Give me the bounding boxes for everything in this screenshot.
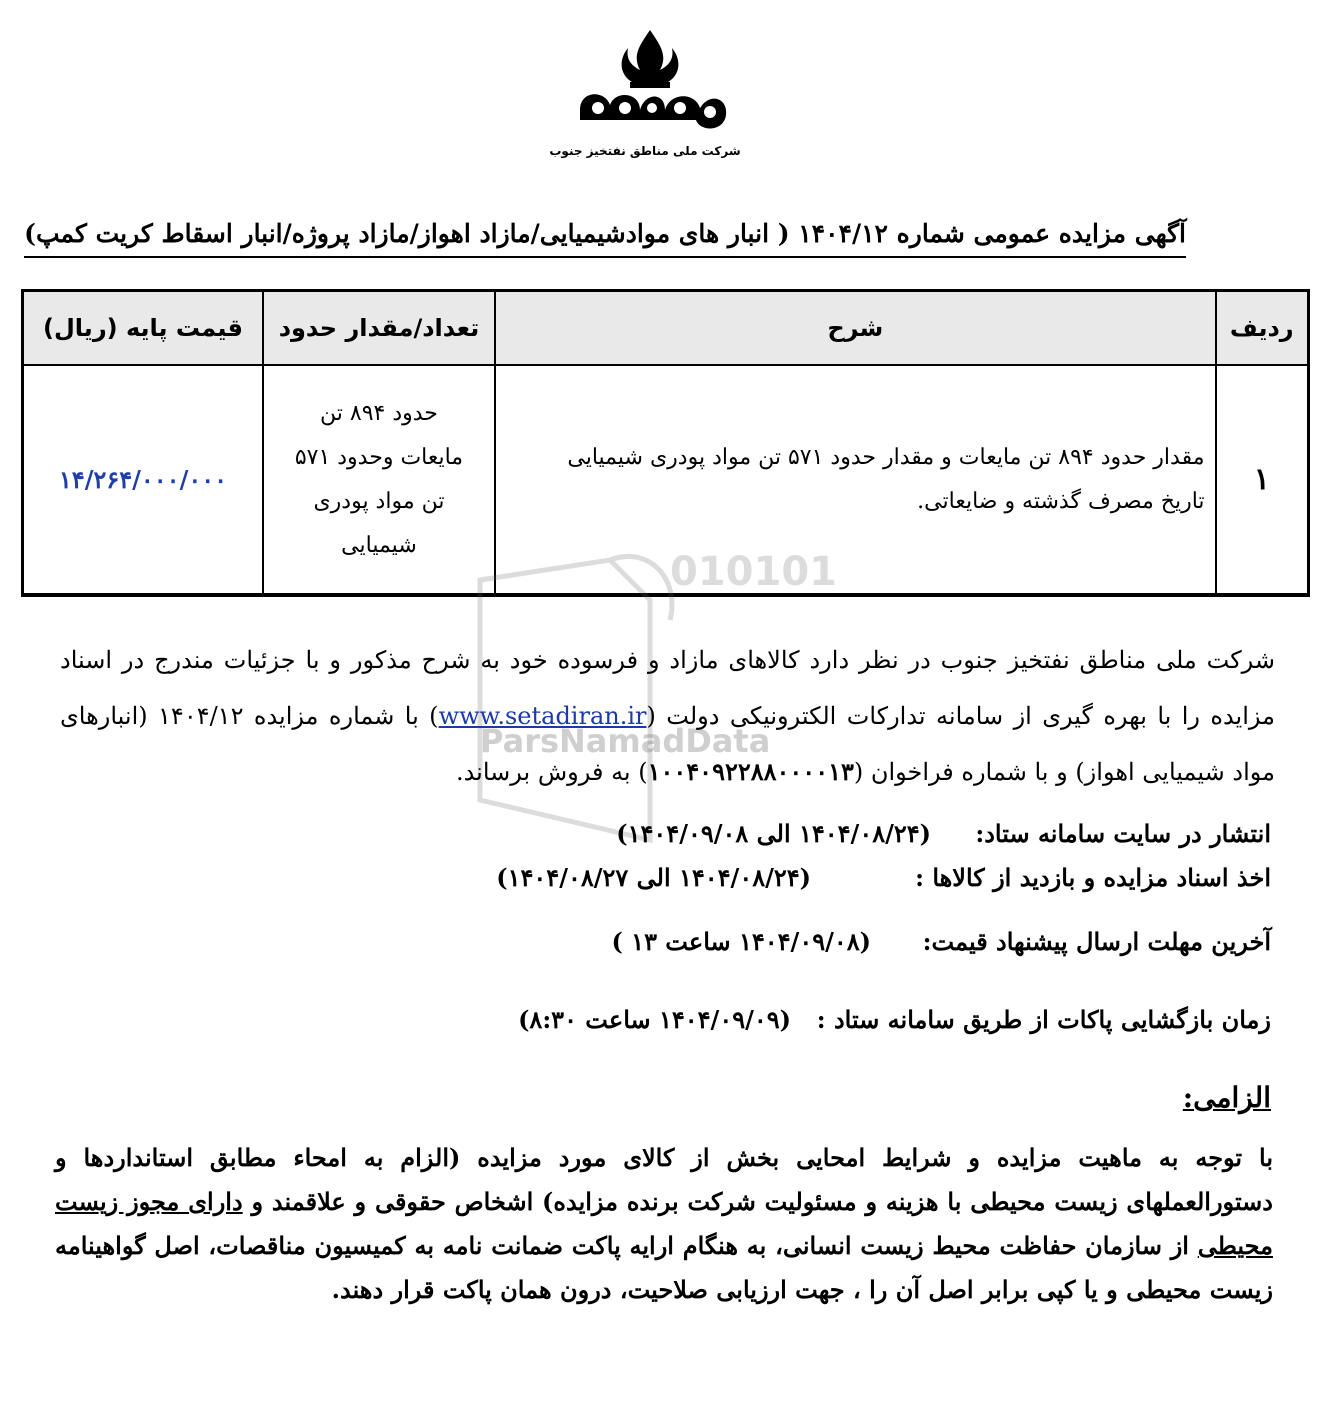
requirements-heading: الزامی:: [1182, 1081, 1271, 1114]
schedule-label: زمان بازگشایی پاکات از طریق سامانه ستاد :: [816, 1005, 1271, 1034]
requirements-text: از سازمان حفاظت محیط زیست انسانی، به هنگام ارایه پاکت ضمانت نامه به کمیسیون مناقصات، اصل گواهینامه زیست محیطی و یا کپی برابر اصل آن را ، جهت ارزیابی صلاحیت، درون همان پاکت قرار دهند.: [55, 1231, 1273, 1304]
schedule-opening: [481, 1002, 1271, 1038]
quantity-line: حدود ۸۹۴ تن: [320, 400, 438, 426]
quantity-line: تن مواد پودری: [313, 488, 445, 514]
schedule-label: آخرین مهلت ارسال پیشنهاد قیمت:: [922, 927, 1271, 956]
requirements-paragraph: [55, 1136, 1273, 1312]
intro-text: شرکت ملی مناطق نفتخیز جنوب در نظر دارد کالاهای مازاد و فرسوده خود به شرح مذکور و با جزئیات مندرج در اسناد مزایده را با بهره گیری از سامانه تدارکات الکترونیکی دولت (: [60, 646, 1276, 730]
setadiran-link[interactable]: www.setadiran.ir: [438, 702, 647, 730]
header-description: شرح: [495, 291, 1216, 366]
description-line: تاریخ مصرف گذشته و ضایعاتی.: [917, 488, 1205, 514]
schedule-value: (۱۴۰۴/۰۹/۰۸ ساعت ۱۳ ): [611, 927, 871, 956]
quantity-line: مایعات وحدود ۵۷۱: [294, 444, 464, 470]
quantity-line: شیمیایی: [341, 532, 417, 558]
header-quantity: تعداد/مقدار حدود: [263, 291, 495, 366]
intro-text: ) با شماره مزایده ۱۴۰۴/۱۲ (انبارهای مواد شیمیایی اهواز) و با شماره فراخوان (: [60, 702, 1275, 786]
schedule-label: انتشار در سایت سامانه ستاد:: [975, 819, 1271, 848]
watermark-brand: ParsNamadData: [480, 722, 771, 760]
description-line: مقدار حدود ۸۹۴ تن مایعات و مقدار حدود ۵۷۱ تن مواد پودری شیمیایی: [567, 444, 1205, 470]
intro-paragraph: [60, 632, 1275, 800]
schedule-label: اخذ اسناد مزایده و بازدید از کالاها :: [915, 863, 1271, 892]
notice-title: آگهی مزایده عمومی شماره ۱۴۰۴/۱۲ ( انبار های موادشیمیایی/مازاد اهواز/مازاد پروژه/انبار اسقاط کریت کمپ): [24, 216, 1186, 258]
environmental-permit: دارای مجوز زیست محیطی: [55, 1187, 1273, 1260]
company-subtitle: شرکت ملی مناطق نفتخیز جنوب: [549, 144, 741, 158]
schedule-value: (۱۴۰۴/۰۸/۲۴ الی ۱۴۰۴/۰۸/۲۷): [496, 863, 811, 892]
row-quantity: [263, 365, 495, 595]
requirements-text: با توجه به ماهیت مزایده و شرایط امحایی بخش از کالای مورد مزایده (الزام به امحاء مطابق استانداردها و دستورالعملهای زیست محیطی با هزینه و مسئولیت شرکت برنده مزایده) اشخاص حقوقی و علاقمند و: [55, 1143, 1273, 1216]
row-number: ۱: [1216, 365, 1309, 595]
header-base-price: قیمت پایه (ریال): [23, 291, 263, 366]
schedule-documents: [421, 860, 1271, 896]
schedule-value: (۱۴۰۴/۰۸/۲۴ الی ۱۴۰۴/۰۹/۰۸): [616, 819, 931, 848]
schedule-deadline: [481, 924, 1271, 960]
header-row-number: ردیف: [1216, 291, 1309, 366]
intro-text: ) به فروش برساند.: [455, 758, 648, 786]
watermark-digits: 010101: [670, 549, 837, 595]
row-base-price: ۱۴/۲۶۴/۰۰۰/۰۰۰: [23, 365, 263, 595]
schedule-value: (۱۴۰۴/۰۹/۰۹ ساعت ۸:۳۰): [518, 1005, 791, 1034]
call-number: ۱۰۰۴۰۹۲۲۸۸۰۰۰۰۱۳: [647, 757, 854, 786]
schedule-publish: [431, 816, 1271, 852]
table-header-row: [23, 291, 1309, 366]
